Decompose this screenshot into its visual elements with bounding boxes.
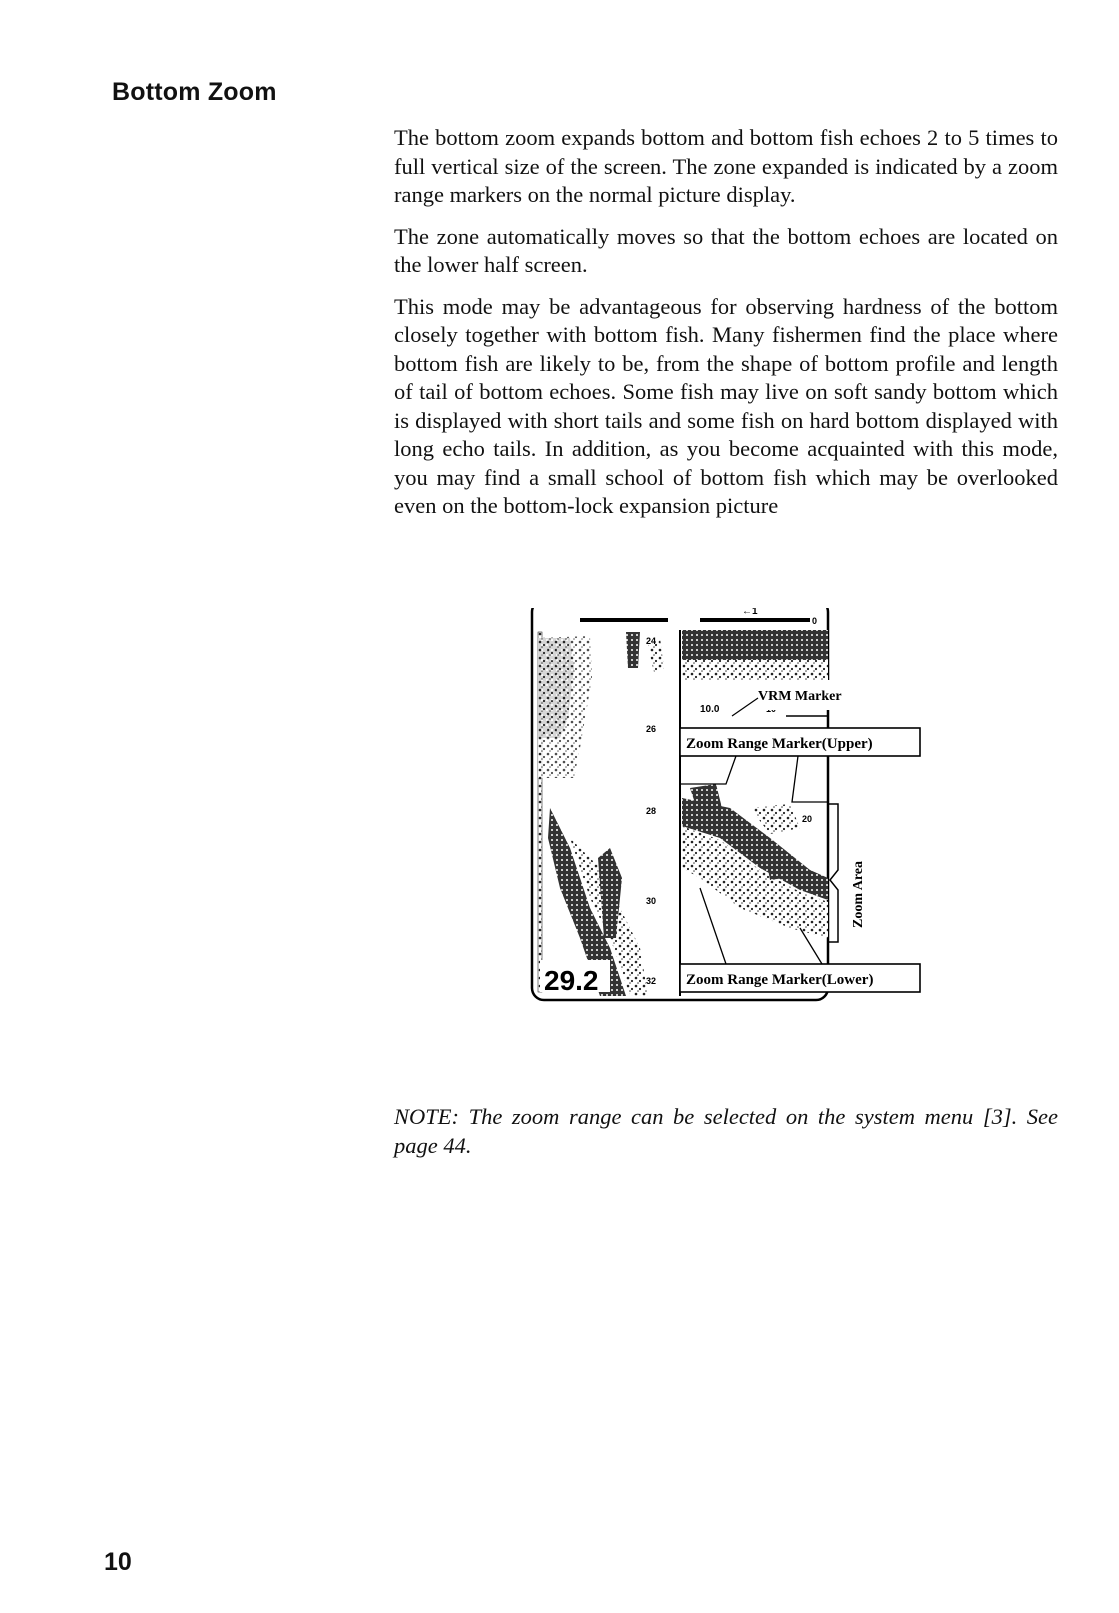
zoom-upper-pointer-left (680, 756, 736, 784)
paragraph-advantages: This mode may be advantageous for observing hardness of the bottom closely together with bottom fish. Many fishermen find the place where bottom fish are likely to be, from the shape of bottom profile and length of tail of bottom echoes. Some fish may live on soft sandy bottom which is displayed with short tails and some fish on hard bottom displayed with long echo tails. In addition, as you become acquainted with this mode, you may find a small school of bottom fish which may be overlooked even on the bottom-lock expansion picture (394, 293, 1058, 518)
zoom-upper-pointer-right (792, 756, 828, 802)
zoom-surface-scatter (682, 660, 828, 680)
top-bar-right (700, 618, 810, 622)
top-arrow-label: ←1 (742, 608, 758, 617)
zoom-lower-label: Zoom Range Marker(Lower) (686, 972, 874, 988)
paragraph-zone-movement: The zone automatically moves so that the bottom echoes are located on the lower half screen. (394, 223, 1058, 277)
note-text: NOTE: The zoom range can be selected on the system menu [3]. See page 44. (394, 1104, 1058, 1158)
top-bar-left (580, 618, 668, 622)
zoom-surface-band (682, 630, 828, 660)
left-scatter-echo (538, 636, 592, 778)
left-scale-32: 32 (646, 976, 657, 986)
zoom-lower-pointer-left (700, 888, 726, 964)
echo-display-diagram (530, 608, 960, 1038)
surface-noise-echo (626, 632, 640, 668)
left-scale-26: 26 (646, 724, 657, 734)
body-text (394, 124, 1058, 534)
section-title: Bottom Zoom (112, 78, 277, 106)
paragraph-zoom-description: The bottom zoom expands bottom and bottom fish echoes 2 to 5 times to full vertical size of the screen. The zone expanded is indicated by a zoom range markers on the normal picture display. (394, 125, 1058, 207)
vrm-value: 10.0 (700, 704, 720, 715)
page-number: 10 (104, 1548, 132, 1576)
zoom-area-bracket (828, 804, 838, 942)
depth-readout: 29.2 (544, 965, 599, 996)
top-zero-label: 0 (812, 616, 818, 626)
left-scale-30: 30 (646, 896, 657, 906)
zoom-area-label: Zoom Area (851, 860, 866, 928)
echo-display-figure (530, 608, 960, 1038)
left-scale-24: 24 (646, 636, 657, 646)
left-scale-28: 28 (646, 806, 657, 816)
vrm-marker-label: VRM Marker (758, 689, 842, 704)
right-scale-20: 20 (802, 814, 813, 824)
zoom-upper-label: Zoom Range Marker(Upper) (686, 736, 873, 752)
